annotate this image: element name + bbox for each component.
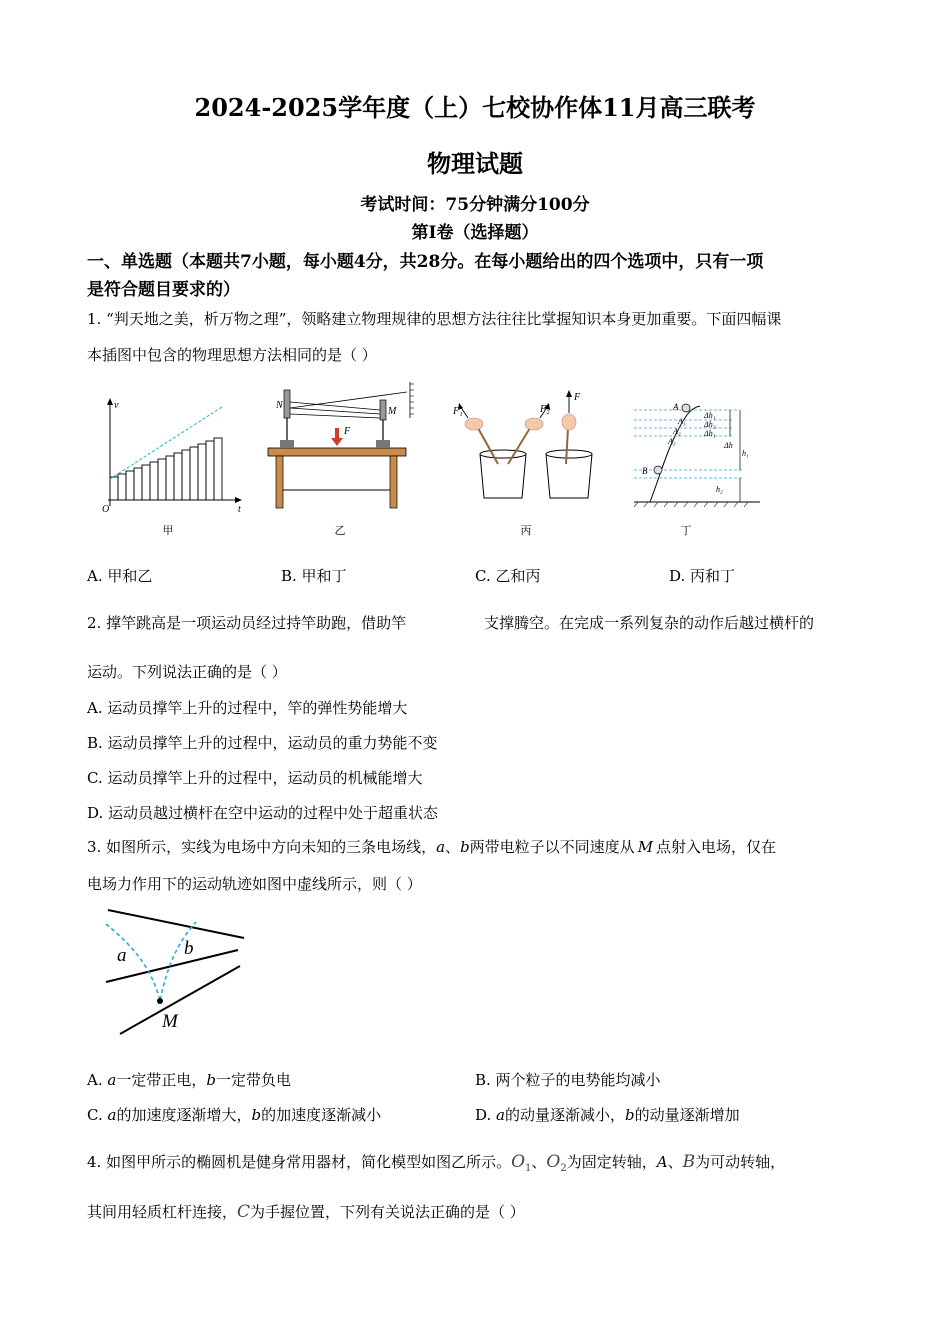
q1-figure-jia — [98, 396, 248, 516]
q1-option-b[interactable]: B. 甲和丁 — [281, 567, 347, 585]
q3-line1-part3: 点射入电场，仅在 — [656, 838, 777, 856]
v-axis-label: v — [114, 400, 119, 411]
q3-option-a-post: 一定带负电 — [215, 1071, 291, 1089]
q4-o2: O — [546, 1152, 561, 1172]
point-b-label: B — [642, 466, 648, 476]
origin-label: O — [102, 504, 110, 515]
q3-line1-part2: 两带电粒子以不同速度从 — [469, 838, 635, 856]
h2-label: h₂ — [716, 485, 723, 494]
caption-jia: 甲 — [162, 524, 174, 537]
force-f1-label: F₁ — [453, 406, 463, 417]
q4-sep1: 、 — [531, 1153, 547, 1171]
q3-option-d-mid: 的动量逐渐减小， — [504, 1106, 625, 1124]
force-f2-label: F₂ — [540, 404, 550, 415]
point-a-label: A — [673, 402, 679, 412]
section-heading-line1: 一、单选题（本题共7小题，每小题4分，共28分。在每小题给出的四个选项中，只有一项 — [87, 252, 764, 272]
q3-option-c-post: 的加速度逐渐减小 — [261, 1106, 382, 1124]
q3-option-a-mid: 一定带正电， — [116, 1071, 207, 1089]
q4-line1-part1: 4. 如图甲所示的椭圆机是健身常用器材，简化模型如图乙所示。 — [87, 1153, 512, 1171]
caption-bing: 丙 — [520, 524, 532, 537]
subject-title: 物理试题 — [427, 149, 523, 178]
q4-line1-part2: 为固定转轴， — [566, 1153, 657, 1171]
q1-figure-ding — [630, 396, 770, 511]
q2-line1-part1: 2. 撑竿跳高是一项运动员经过持竿助跑，借助竿 — [87, 614, 407, 632]
exam-info: 考试时间：75分钟满分100分 — [360, 195, 590, 215]
q4-o1-sub: 1 — [525, 1163, 532, 1174]
q3-option-d-var-a: a — [496, 1106, 505, 1124]
q4-line1 — [87, 1152, 785, 1179]
q2-line2: 运动。下列说法正确的是（ ） — [87, 663, 287, 681]
fig-label-a: a — [117, 945, 127, 966]
q3-option-d[interactable] — [475, 1104, 740, 1125]
volume-title: 第Ⅰ卷（选择题） — [411, 223, 539, 243]
mirror-n-label: N — [276, 400, 283, 411]
q2-line1-part2: 支撑腾空。在完成一系列复杂的动作后越过横杆的 — [484, 614, 815, 632]
q4-var-c: C — [237, 1202, 251, 1222]
point-m — [157, 998, 163, 1004]
q1-option-a[interactable]: A. 甲和乙 — [87, 567, 153, 585]
section-heading — [87, 248, 867, 304]
fig-label-b: b — [184, 938, 194, 959]
q3-line1 — [87, 837, 776, 857]
h1-label: h₁ — [742, 449, 749, 458]
q4-line1-part3: 为可动转轴， — [695, 1153, 786, 1171]
caption-yi: 乙 — [334, 524, 346, 537]
q2-option-a[interactable]: A. 运动员撑竿上升的过程中，竿的弹性势能增大 — [87, 699, 408, 717]
caption-ding: 丁 — [680, 524, 692, 537]
field-line-bottom — [120, 966, 240, 1034]
q3-option-a[interactable] — [87, 1069, 291, 1090]
point-a2-label: A₂ — [673, 427, 681, 436]
q3-var-a: a — [436, 838, 446, 856]
q1-line1: 1. “判天地之美，析万物之理”，领略建立物理规律的思想方法往往比掌握知识本身更加重要。下面四幅课 — [87, 310, 782, 328]
q4-line2 — [87, 1202, 525, 1222]
q3-line2: 电场力作用下的运动轨迹如图中虚线所示，则（ ） — [87, 875, 422, 893]
q3-option-d-var-b: b — [625, 1106, 635, 1124]
q4-line2-part2: 为手握位置，下列有关说法正确的是（ ） — [250, 1203, 525, 1221]
q1-figure-bing — [448, 388, 608, 508]
q2-option-d[interactable]: D. 运动员越过横杆在空中运动的过程中处于超重状态 — [87, 804, 439, 822]
mirror-m-label: M — [388, 406, 397, 417]
q3-option-a-prefix: A. — [87, 1071, 108, 1089]
q3-line1-part1: 3. 如图所示，实线为电场中方向未知的三条电场线， — [87, 838, 437, 856]
q3-option-c-mid: 的加速度逐渐增大， — [116, 1106, 252, 1124]
q3-option-c[interactable] — [87, 1104, 381, 1125]
t-axis-label: t — [238, 504, 241, 515]
q2-option-c[interactable]: C. 运动员撑竿上升的过程中，运动员的机械能增大 — [87, 769, 423, 787]
q2-option-b[interactable]: B. 运动员撑竿上升的过程中，运动员的重力势能不变 — [87, 734, 438, 752]
dh-label: Δh — [724, 441, 733, 450]
dh2-label: Δh₂ — [704, 420, 716, 429]
q4-line2-part1: 其间用轻质杠杆连接， — [87, 1203, 238, 1221]
q3-option-c-var-b: b — [251, 1106, 262, 1124]
q1-option-c[interactable]: C. 乙和丙 — [475, 567, 541, 585]
q3-option-d-post: 的动量逐渐增加 — [634, 1106, 740, 1124]
point-a1-label: A₁ — [678, 417, 686, 426]
q3-option-a-var-b: b — [206, 1071, 216, 1089]
exam-title: 2024-2025学年度（上）七校协作体11月高三联考 — [194, 93, 756, 122]
trajectory-a — [106, 924, 160, 1000]
q1-option-d[interactable]: D. 丙和丁 — [669, 567, 736, 585]
point-a3-label: A₃ — [668, 437, 676, 446]
q3-option-b[interactable]: B. 两个粒子的电势能均减小 — [475, 1071, 661, 1089]
dh3-label: Δh₃ — [704, 429, 716, 438]
dh1-label: Δh₁ — [704, 411, 716, 420]
field-line-top — [108, 910, 244, 938]
q4-var-a: A — [656, 1153, 668, 1171]
q4-var-b: B — [682, 1152, 696, 1172]
q3-var-m: M — [637, 838, 654, 856]
q3-option-d-prefix: D. — [475, 1106, 497, 1124]
q3-var-b: b — [460, 838, 470, 856]
q3-option-c-var-a: a — [107, 1106, 117, 1124]
section-heading-line2: 是符合题目要求的） — [87, 280, 240, 300]
force-f3-label: F — [574, 392, 581, 403]
q1-line2: 本插图中包含的物理思想方法相同的是（ ） — [87, 346, 377, 364]
q3-sep: 、 — [445, 838, 461, 856]
q3-option-c-prefix: C. — [87, 1106, 108, 1124]
q3-option-a-var-a: a — [107, 1071, 117, 1089]
q4-sep2: 、 — [667, 1153, 683, 1171]
fig-label-m: M — [162, 1011, 178, 1032]
q4-o2-sub: 2 — [560, 1163, 567, 1174]
q1-figure-yi — [262, 378, 422, 513]
force-label: F — [344, 426, 351, 437]
q4-o1: O — [511, 1152, 526, 1172]
q3-field-figure — [100, 904, 250, 1039]
